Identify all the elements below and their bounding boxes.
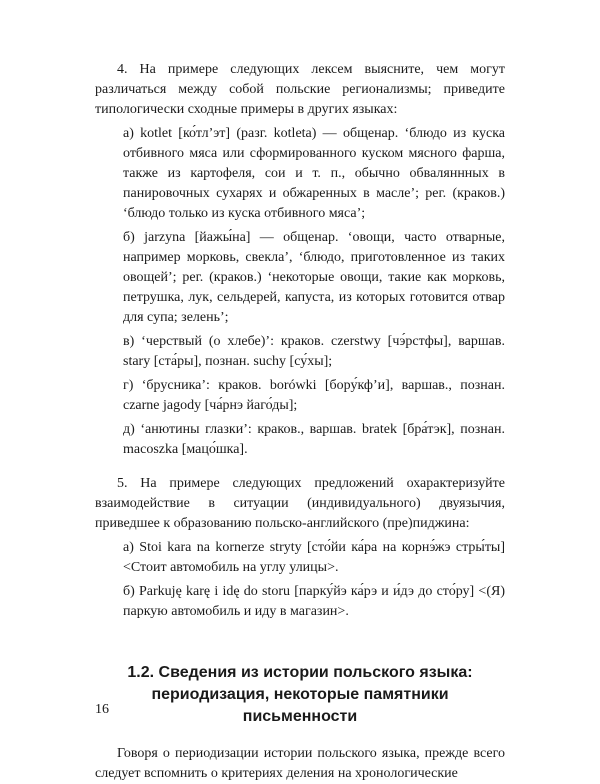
- task-5-item-a: а) Stoi kara na kornerze stryty [сто́йи ка́ра на корнэ́жэ стры́ты] <Стоит автомобиль на углу улицы>.: [123, 540, 505, 575]
- section-heading: [95, 662, 505, 728]
- page-content: [95, 60, 505, 784]
- task-4-item-b: б) jarzyna [йажы́на] — общенар. ‘овощи, часто отварные, например морковь, свекла’, ‘блюдо, приготовленное из таких овощей’; рег. (краков.) ‘некоторые овощи, такие как морковь, петрушка, лук, сельдерей, капуста, из которых готовится отвар для супа; зелень’;: [123, 230, 505, 325]
- section-heading-line-1: 1.2. Сведения из истории польского языка:: [127, 664, 473, 681]
- task-5-intro: 5. На примере следующих предложений охарактеризуйте взаимодействие в ситуации (индивидуального) двуязычия, приведшее к образованию польско-английского (пре)пиджина:: [95, 476, 505, 531]
- task-4-item-a: а) kotlet [ко́тл’эт] (разг. kotleta) — общенар. ‘блюдо из куска отбивного мяса или сформированного куском мясного фарша, также из картофеля, сои и т. п., обычно обваляннных в панировочных сухарях и обжаренных в масле’; рег. (краков.) ‘блюдо только из куска отбивного мяса’;: [123, 126, 505, 221]
- spacer: [95, 460, 505, 474]
- page-number: 16: [95, 702, 109, 717]
- section-paragraph: Говоря о периодизации истории польского языка, прежде всего следует вспомнить о критериях деления на хронологические: [95, 746, 505, 781]
- task-4-item-d: д) ‘анютины глазки’: краков., варшав. bratek [бра́тэк], познан. macoszka [мацо́шка].: [123, 422, 505, 457]
- task-5-item-b: б) Parkuję karę i idę do storu [парку́йэ ка́рэ и и́дэ до сто́ру] <(Я) паркую автомобиль и иду в магазин>.: [123, 584, 505, 619]
- section-heading-line-2: периодизация, некоторые памятники письменности: [151, 686, 449, 725]
- task-4-intro: 4. На примере следующих лексем выясните, чем могут различаться между собой польские регионализмы; приведите типологически сходные примеры в других языках:: [95, 62, 505, 117]
- task-4-item-g: г) ‘брусника’: краков. borówki [бору́кф’и], варшав., познан. czarne jagody [ча́рнэ йаго́ды];: [123, 378, 505, 413]
- task-4-item-v: в) ‘черствый (о хлебе)’: краков. czerstwy [чэ́рстфы], варшав. stary [ста́ры], познан. suchy [су́хы];: [123, 334, 505, 369]
